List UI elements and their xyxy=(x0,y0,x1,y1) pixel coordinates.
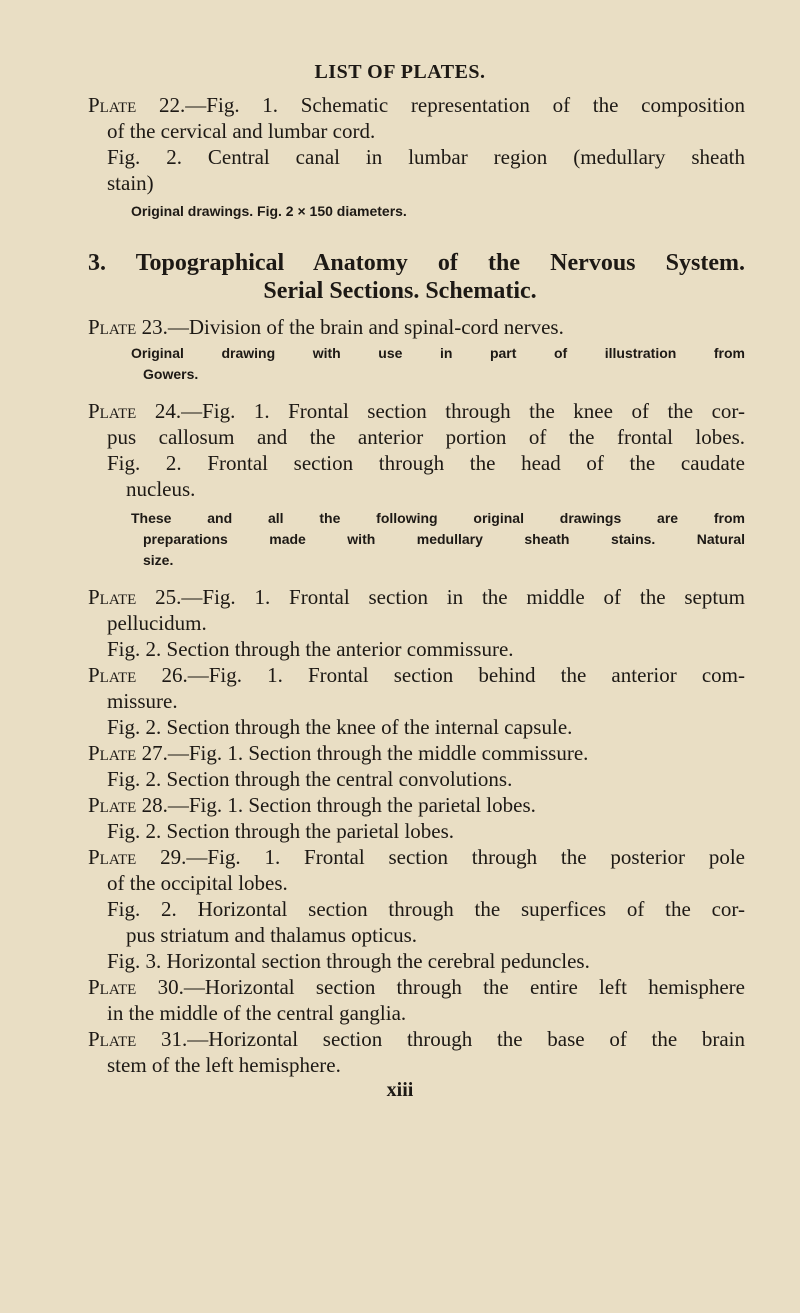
text-line xyxy=(107,144,745,170)
plate-entry-line xyxy=(88,974,745,1000)
line-text: of the occipital lobes. xyxy=(107,871,288,895)
line-text: Fig. 2. Section through the knee of the internal capsule. xyxy=(107,715,573,739)
line-text: 31.—Horizontal section through the base of the brain xyxy=(136,1027,745,1051)
plate-note-line xyxy=(143,529,745,549)
line-text: nucleus. xyxy=(126,477,196,501)
page-number: xiii xyxy=(386,1079,414,1101)
line-text: Fig. 2. Horizontal section through the superfices of the cor- xyxy=(107,897,745,921)
text-line xyxy=(107,450,745,476)
plate-label: Plate xyxy=(88,845,137,869)
line-text: pus striatum and thalamus opticus. xyxy=(126,923,418,947)
text-line xyxy=(107,1052,341,1078)
text-line xyxy=(107,714,572,740)
plate-note-line xyxy=(131,343,745,363)
plate-entry-line xyxy=(88,740,588,766)
line-text: Fig. 2. Section through the central convolutions. xyxy=(107,767,513,791)
line-text: 26.—Fig. 1. Frontal section behind the anterior com- xyxy=(136,663,745,687)
line-text: size. xyxy=(143,552,174,568)
text-line xyxy=(107,610,207,636)
line-text: pellucidum. xyxy=(107,611,207,635)
line-text: Fig. 2. Section through the anterior commissure. xyxy=(107,637,514,661)
line-text: Serial Sections. Schematic. xyxy=(263,278,537,304)
text-line xyxy=(107,118,375,144)
line-text: 3. Topographical Anatomy of the Nervous System. xyxy=(88,250,745,276)
line-text: These and all the following original drawings are from xyxy=(131,510,745,526)
line-text: missure. xyxy=(107,689,178,713)
line-text: stem of the left hemisphere. xyxy=(107,1053,341,1077)
line-text: of the cervical and lumbar cord. xyxy=(107,119,376,143)
plate-label: Plate xyxy=(88,315,137,339)
line-text: 30.—Horizontal section through the entire left hemisphere xyxy=(136,975,745,999)
line-text: stain) xyxy=(107,171,154,195)
plate-label: Plate xyxy=(88,585,137,609)
plate-entry-line xyxy=(88,662,745,688)
line-text: 28.—Fig. 1. Section through the parietal lobes. xyxy=(136,793,536,817)
plate-label: Plate xyxy=(88,399,137,423)
plate-note-line xyxy=(143,364,198,384)
text-line xyxy=(107,636,514,662)
text-line xyxy=(107,170,154,196)
text-line xyxy=(107,424,745,450)
text-line xyxy=(107,948,590,974)
text-line xyxy=(107,688,178,714)
plate-entry-line xyxy=(88,844,745,870)
plate-entry-line xyxy=(88,792,536,818)
line-text: pus callosum and the anterior portion of the frontal lobes. xyxy=(107,425,745,449)
plate-entry-line xyxy=(88,398,745,424)
plate-note-line xyxy=(143,550,173,570)
plate-label: Plate xyxy=(88,793,137,817)
text-line xyxy=(107,870,288,896)
line-text: 29.—Fig. 1. Frontal section through the posterior pole xyxy=(136,845,745,869)
text-line xyxy=(126,476,195,502)
plate-entry-line xyxy=(88,1026,745,1052)
line-text: 24.—Fig. 1. Frontal section through the knee of the cor- xyxy=(136,399,745,423)
plate-label: Plate xyxy=(88,975,137,999)
plate-label: Plate xyxy=(88,663,137,687)
text-line xyxy=(107,896,745,922)
line-text: Gowers. xyxy=(143,366,199,382)
page-title: LIST OF PLATES. xyxy=(314,61,486,83)
line-text: Original drawing with use in part of illustration from xyxy=(131,345,745,361)
line-text: Fig. 2. Section through the parietal lobes. xyxy=(107,819,455,843)
line-text: Original drawings. Fig. 2 × 150 diameters. xyxy=(131,203,407,219)
text-line xyxy=(107,818,454,844)
line-text: Fig. 2. Frontal section through the head of the caudate xyxy=(107,451,745,475)
section-heading xyxy=(0,278,800,304)
line-text: 25.—Fig. 1. Frontal section in the middle of the septum xyxy=(136,585,745,609)
line-text: preparations made with medullary sheath stains. Natural xyxy=(143,531,745,547)
line-text: in the middle of the central ganglia. xyxy=(107,1001,407,1025)
text-line xyxy=(107,766,512,792)
section-heading xyxy=(88,250,745,276)
line-text: Fig. 2. Central canal in lumbar region (medullary sheath xyxy=(107,145,745,169)
plate-entry-line xyxy=(88,314,564,340)
plate-note-line xyxy=(131,201,407,221)
line-text: 27.—Fig. 1. Section through the middle commissure. xyxy=(136,741,589,765)
plate-label: Plate xyxy=(88,1027,137,1051)
text-line xyxy=(107,1000,406,1026)
line-text: 23.—Division of the brain and spinal-cord nerves. xyxy=(136,315,564,339)
text-line xyxy=(126,922,417,948)
line-text: 22.—Fig. 1. Schematic representation of the composition xyxy=(136,93,745,117)
plate-entry-line xyxy=(88,584,745,610)
line-text: Fig. 3. Horizontal section through the cerebral peduncles. xyxy=(107,949,590,973)
plate-label: Plate xyxy=(88,741,137,765)
plate-entry-line xyxy=(88,92,745,118)
plate-note-line xyxy=(131,508,745,528)
plate-label: Plate xyxy=(88,93,137,117)
